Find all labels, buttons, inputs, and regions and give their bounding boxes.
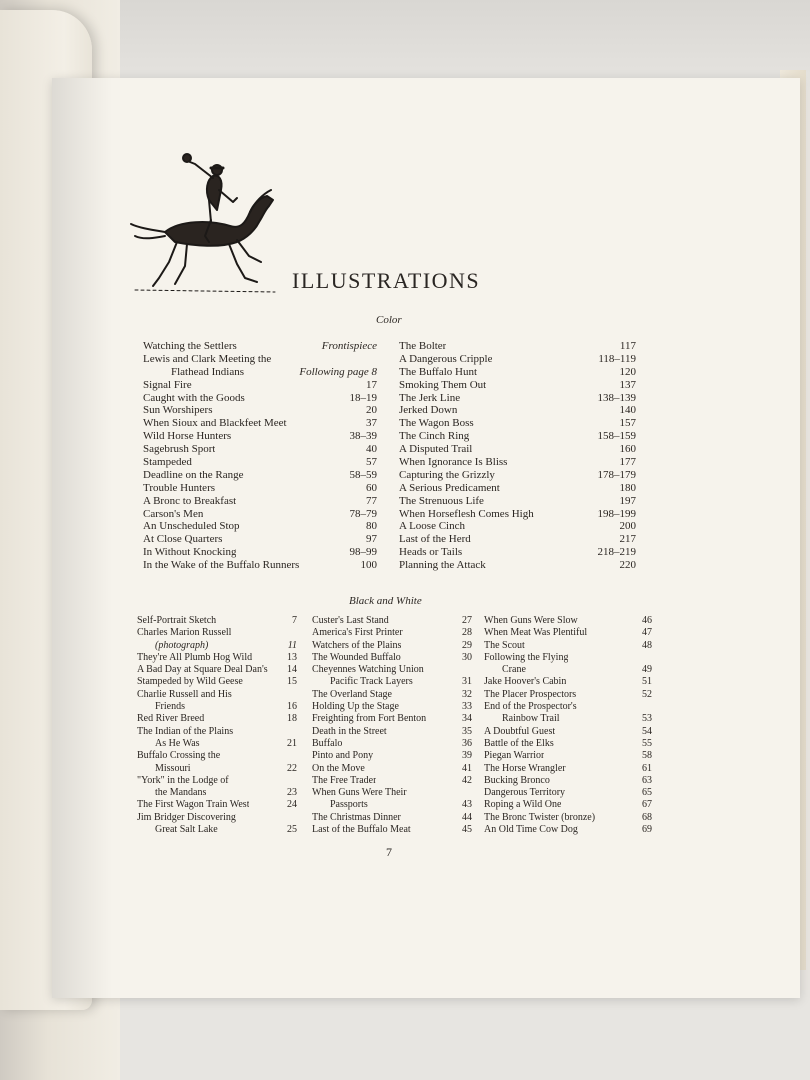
toc-entry <box>143 417 377 430</box>
toc-entry <box>484 775 652 787</box>
toc-entry <box>143 366 377 379</box>
toc-entry-title: They're All Plumb Hog Wild <box>137 651 253 663</box>
backdrop-top <box>0 0 810 90</box>
section-heading-color: Color <box>376 314 402 326</box>
toc-entry <box>312 627 472 639</box>
toc-entry-title: Holding Up the Stage <box>312 701 399 713</box>
toc-entry <box>484 676 652 688</box>
toc-entry <box>312 824 472 836</box>
toc-entry <box>137 799 297 811</box>
toc-entry <box>399 546 636 559</box>
toc-entry-title: The Wagon Boss <box>399 417 474 430</box>
toc-entry-page: 217 <box>619 533 636 546</box>
toc-entry-page: 41 <box>462 762 472 774</box>
toc-entry-page: 46 <box>642 615 652 626</box>
toc-entry-page: 200 <box>619 520 636 533</box>
toc-entry-page: 17 <box>366 378 377 391</box>
toc-entry-page: 80 <box>366 520 377 533</box>
toc-entry <box>484 787 652 799</box>
toc-entry <box>312 689 472 701</box>
toc-entry-page: 35 <box>462 725 472 737</box>
toc-entry <box>143 443 377 456</box>
page-number: 7 <box>386 845 392 859</box>
toc-entry-title: Deadline on the Range <box>143 468 244 481</box>
toc-entry-title: Caught with the Goods <box>143 391 245 404</box>
toc-entry <box>312 750 472 762</box>
toc-entry-page: 24 <box>287 799 297 811</box>
toc-entry <box>137 763 297 775</box>
toc-entry <box>137 775 297 787</box>
page-title: ILLUSTRATIONS <box>292 268 481 293</box>
toc-entry-page: 52 <box>642 688 652 700</box>
toc-entry <box>484 652 652 664</box>
toc-entry-page: 51 <box>642 676 652 688</box>
toc-entry <box>399 533 636 546</box>
toc-entry-page: 138–139 <box>597 391 636 404</box>
toc-entry-title: Sun Worshipers <box>143 404 213 417</box>
toc-entry <box>312 664 472 676</box>
toc-entry <box>143 559 377 572</box>
toc-entry <box>399 392 636 405</box>
toc-entry-title: As He Was <box>155 737 200 749</box>
toc-entry-page: 29 <box>462 639 472 651</box>
toc-entry-page: 18 <box>287 713 297 725</box>
toc-entry <box>137 812 297 824</box>
toc-entry <box>143 456 377 469</box>
toc-entry <box>137 664 297 676</box>
toc-entry <box>137 726 297 738</box>
toc-entry-title: Self-Portrait Sketch <box>137 615 217 626</box>
toc-entry-page: 137 <box>619 378 636 391</box>
cowboy-on-horse-illustration <box>125 150 285 300</box>
toc-entry-title: A Loose Cinch <box>399 520 465 533</box>
toc-entry-page: 58–59 <box>349 468 377 481</box>
toc-entry-title: The Bronc Twister (bronze) <box>484 811 596 823</box>
toc-entry-title: The Jerk Line <box>399 391 461 404</box>
toc-entry-page: 97 <box>366 533 377 546</box>
toc-entry-title: In Without Knocking <box>143 546 237 559</box>
toc-entry-title: The Cinch Ring <box>399 430 470 443</box>
toc-entry-page: 68 <box>642 811 652 823</box>
toc-entry-page: 14 <box>287 664 297 676</box>
toc-entry-title: Charles Marion Russell <box>137 627 232 639</box>
toc-entry-title: Buffalo Crossing the <box>137 750 221 762</box>
toc-entry <box>143 533 377 546</box>
toc-entry <box>312 726 472 738</box>
toc-entry-page: 38–39 <box>349 430 377 443</box>
toc-entry-title: The Scout <box>484 639 525 651</box>
toc-entry <box>484 824 652 836</box>
toc-entry-title: A Bad Day at Square Deal Dan's <box>137 664 268 676</box>
toc-entry <box>312 787 472 799</box>
bw-list-col3 <box>484 615 652 836</box>
toc-entry-title: The Indian of the Plains <box>137 725 234 737</box>
toc-entry-page: 61 <box>642 762 652 774</box>
toc-entry <box>484 812 652 824</box>
toc-entry-page: 32 <box>462 688 472 700</box>
toc-entry-title: End of the Prospector's <box>484 701 577 713</box>
toc-entry <box>484 738 652 750</box>
toc-entry-page: 18–19 <box>349 391 377 404</box>
toc-entry-page: 58 <box>642 750 652 762</box>
toc-entry <box>137 627 297 639</box>
toc-entry-title: On the Move <box>312 762 365 774</box>
toc-entry-page: 77 <box>366 494 377 507</box>
toc-entry-title: Pinto and Pony <box>312 750 374 762</box>
toc-entry <box>312 640 472 652</box>
toc-entry-page: 42 <box>462 774 472 786</box>
toc-entry-title: Bucking Bronco <box>484 774 550 786</box>
toc-entry-page: 117 <box>619 340 636 352</box>
toc-entry-page: 15 <box>287 676 297 688</box>
toc-entry-title: Watchers of the Plains <box>312 639 402 651</box>
toc-entry <box>143 353 377 366</box>
toc-entry-page: 60 <box>366 481 377 494</box>
toc-entry-title: Capturing the Grizzly <box>399 468 495 481</box>
toc-entry-page: 7 <box>292 615 297 626</box>
toc-entry-title: Jerked Down <box>399 404 458 417</box>
toc-entry-page: 40 <box>366 443 377 456</box>
toc-entry <box>484 750 652 762</box>
toc-entry <box>312 652 472 664</box>
toc-entry-page: 118–119 <box>598 352 636 365</box>
toc-entry-title: A Serious Predicament <box>399 481 500 494</box>
toc-entry <box>484 664 652 676</box>
toc-entry-title: Freighting from Fort Benton <box>312 713 427 725</box>
toc-entry-title: Jim Bridger Discovering <box>137 811 236 823</box>
toc-entry-page: 22 <box>287 762 297 774</box>
toc-entry <box>399 495 636 508</box>
toc-entry <box>312 799 472 811</box>
toc-entry-title: The Wounded Buffalo <box>312 651 401 663</box>
toc-entry-title: Passports <box>330 799 368 811</box>
toc-entry <box>143 546 377 559</box>
bw-list-col1 <box>137 615 297 836</box>
toc-entry <box>399 482 636 495</box>
toc-entry <box>399 520 636 533</box>
toc-entry-page: 31 <box>462 676 472 688</box>
toc-entry-page: 36 <box>462 737 472 749</box>
toc-entry-title: Red River Breed <box>137 713 205 725</box>
toc-entry <box>143 379 377 392</box>
toc-entry-title: Piegan Warrior <box>484 750 545 762</box>
toc-entry-page: 13 <box>287 651 297 663</box>
toc-entry-page: 45 <box>462 824 472 836</box>
toc-entry-title: Crane <box>502 664 526 676</box>
toc-entry-title: Carson's Men <box>143 507 204 520</box>
toc-entry <box>143 340 377 353</box>
toc-entry-title: Roping a Wild One <box>484 799 562 811</box>
toc-entry <box>137 713 297 725</box>
toc-entry <box>312 676 472 688</box>
toc-entry <box>484 799 652 811</box>
toc-entry <box>312 615 472 627</box>
toc-entry-title: Jake Hoover's Cabin <box>484 676 567 688</box>
toc-entry-title: Last of the Herd <box>399 533 471 546</box>
toc-entry <box>399 417 636 430</box>
toc-entry <box>137 689 297 701</box>
toc-entry-title: When Meat Was Plentiful <box>484 627 588 639</box>
toc-entry-title: the Mandans <box>155 787 207 799</box>
toc-entry <box>143 430 377 443</box>
toc-entry <box>137 676 297 688</box>
toc-entry <box>399 469 636 482</box>
toc-entry-title: Wild Horse Hunters <box>143 430 232 443</box>
toc-entry-title: Lewis and Clark Meeting the <box>143 352 272 365</box>
toc-entry <box>399 430 636 443</box>
toc-entry-page: 55 <box>642 737 652 749</box>
toc-entry-title: Following the Flying <box>484 651 569 663</box>
toc-entry <box>137 640 297 652</box>
toc-entry <box>143 392 377 405</box>
toc-entry-page: 177 <box>619 456 636 469</box>
toc-entry-page: 37 <box>366 417 377 430</box>
toc-entry <box>399 508 636 521</box>
toc-entry-title: Trouble Hunters <box>143 481 216 494</box>
toc-entry-title: The First Wagon Train West <box>137 799 250 811</box>
toc-entry <box>399 379 636 392</box>
toc-entry-page: 25 <box>287 824 297 836</box>
toc-entry <box>312 701 472 713</box>
toc-entry-title: A Disputed Trail <box>399 443 473 456</box>
toc-entry-page: Following page 8 <box>299 365 377 378</box>
toc-entry <box>137 652 297 664</box>
color-list-right <box>399 340 636 572</box>
toc-entry-page: 120 <box>619 365 636 378</box>
toc-entry-page: 218–219 <box>597 546 636 559</box>
toc-entry-page: 21 <box>287 737 297 749</box>
bw-list-col2 <box>312 615 472 836</box>
toc-entry-page: 160 <box>619 443 636 456</box>
toc-entry-page: 69 <box>642 824 652 836</box>
toc-entry-page: 34 <box>462 713 472 725</box>
toc-entry <box>137 750 297 762</box>
toc-entry-title: Missouri <box>155 762 191 774</box>
toc-entry-page: 23 <box>287 787 297 799</box>
toc-entry <box>484 627 652 639</box>
toc-entry-page: 140 <box>619 404 636 417</box>
toc-entry <box>143 520 377 533</box>
toc-entry-page: 100 <box>360 559 377 572</box>
toc-entry-title: The Free Trader <box>312 774 377 786</box>
toc-entry-title: Flathead Indians <box>171 365 245 378</box>
toc-entry <box>399 353 636 366</box>
toc-entry-title: The Buffalo Hunt <box>399 365 478 378</box>
toc-entry-page: 98–99 <box>349 546 377 559</box>
toc-entry-title: Custer's Last Stand <box>312 615 389 626</box>
color-list-left <box>143 340 377 572</box>
toc-entry-title: An Unscheduled Stop <box>143 520 240 533</box>
toc-entry <box>399 456 636 469</box>
toc-entry <box>143 495 377 508</box>
toc-entry-page: 30 <box>462 651 472 663</box>
toc-entry-page: 11 <box>287 639 297 651</box>
toc-entry-title: Great Salt Lake <box>155 824 218 836</box>
toc-entry <box>399 443 636 456</box>
toc-entry-page: 180 <box>619 481 636 494</box>
toc-entry-title: "York" in the Lodge of <box>137 774 229 786</box>
toc-entry <box>137 701 297 713</box>
toc-entry <box>484 763 652 775</box>
toc-entry-page: Frontispiece <box>321 340 377 352</box>
toc-entry-title: Signal Fire <box>143 378 192 391</box>
toc-entry-page: 157 <box>619 417 636 430</box>
toc-entry-page: 78–79 <box>349 507 377 520</box>
toc-entry-title: When Sioux and Blackfeet Meet <box>143 417 287 430</box>
toc-entry <box>137 824 297 836</box>
toc-entry-title: The Bolter <box>399 340 447 352</box>
toc-entry-page: 27 <box>462 615 472 626</box>
toc-entry-title: The Horse Wrangler <box>484 762 566 774</box>
toc-entry-title: Planning the Attack <box>399 559 486 572</box>
toc-entry-page: 198–199 <box>597 507 636 520</box>
toc-entry-page: 54 <box>642 725 652 737</box>
toc-entry <box>484 713 652 725</box>
toc-entry-title: Rainbow Trail <box>502 713 560 725</box>
toc-entry-title: Cheyennes Watching Union <box>312 664 424 676</box>
toc-entry <box>484 615 652 627</box>
gutter-shade <box>52 78 112 998</box>
toc-entry-title: A Doubtful Guest <box>484 725 556 737</box>
toc-entry-title: A Bronc to Breakfast <box>143 494 237 507</box>
toc-entry <box>399 340 636 353</box>
toc-entry-title: Pacific Track Layers <box>330 676 413 688</box>
toc-entry <box>137 787 297 799</box>
toc-entry-title: When Horseflesh Comes High <box>399 507 534 520</box>
toc-entry <box>399 559 636 572</box>
toc-entry-page: 57 <box>366 456 377 469</box>
toc-entry-page: 178–179 <box>597 468 636 481</box>
section-heading-black-and-white: Black and White <box>349 595 422 607</box>
toc-entry <box>137 615 297 627</box>
toc-entry <box>137 738 297 750</box>
toc-entry-page: 39 <box>462 750 472 762</box>
toc-entry <box>143 482 377 495</box>
toc-entry-title: Stampeded by Wild Geese <box>137 676 243 688</box>
toc-entry-title: Last of the Buffalo Meat <box>312 824 411 836</box>
toc-entry-title: The Christmas Dinner <box>312 811 401 823</box>
toc-entry <box>143 508 377 521</box>
toc-entry <box>484 640 652 652</box>
toc-entry-title: Friends <box>155 701 185 713</box>
toc-entry <box>484 726 652 738</box>
toc-entry <box>143 469 377 482</box>
toc-entry-title: Buffalo <box>312 737 343 749</box>
toc-entry-page: 20 <box>366 404 377 417</box>
toc-entry-page: 44 <box>462 811 472 823</box>
toc-entry-page: 158–159 <box>597 430 636 443</box>
toc-entry-page: 33 <box>462 701 472 713</box>
toc-entry-title: When Guns Were Slow <box>484 615 578 626</box>
toc-entry-title: Stampeded <box>143 456 192 469</box>
toc-entry-page: 67 <box>642 799 652 811</box>
toc-entry-title: The Overland Stage <box>312 688 392 700</box>
toc-entry <box>312 775 472 787</box>
toc-entry-title: Charlie Russell and His <box>137 688 232 700</box>
toc-entry-page: 16 <box>287 701 297 713</box>
toc-entry <box>312 763 472 775</box>
toc-entry-page: 43 <box>462 799 472 811</box>
toc-entry-title: The Strenuous Life <box>399 494 484 507</box>
toc-entry-title: When Guns Were Their <box>312 787 407 799</box>
toc-entry-page: 47 <box>642 627 652 639</box>
toc-entry-title: In the Wake of the Buffalo Runners <box>143 559 300 572</box>
toc-entry <box>484 689 652 701</box>
toc-entry <box>143 404 377 417</box>
toc-entry-page: 197 <box>619 494 636 507</box>
toc-entry-title: At Close Quarters <box>143 533 223 546</box>
toc-entry-title: (photograph) <box>155 639 209 651</box>
toc-entry <box>312 812 472 824</box>
toc-entry-title: Dangerous Territory <box>484 787 566 799</box>
backdrop-bottom <box>0 990 810 1080</box>
toc-entry-title: The Placer Prospectors <box>484 688 577 700</box>
toc-entry-title: America's First Printer <box>312 627 403 639</box>
toc-entry <box>312 738 472 750</box>
toc-entry-title: Battle of the Elks <box>484 737 554 749</box>
toc-entry-page: 28 <box>462 627 472 639</box>
toc-entry-page: 65 <box>642 787 652 799</box>
toc-entry-title: When Ignorance Is Bliss <box>399 456 508 469</box>
toc-entry <box>399 404 636 417</box>
toc-entry-title: Death in the Street <box>312 725 387 737</box>
toc-entry-page: 48 <box>642 639 652 651</box>
toc-entry-title: An Old Time Cow Dog <box>484 824 578 836</box>
toc-entry-title: Heads or Tails <box>399 546 463 559</box>
toc-entry-title: Smoking Them Out <box>399 378 487 391</box>
toc-entry <box>399 366 636 379</box>
toc-entry-page: 220 <box>619 559 636 572</box>
toc-entry <box>312 713 472 725</box>
toc-entry-page: 63 <box>642 774 652 786</box>
toc-entry <box>484 701 652 713</box>
toc-entry-page: 49 <box>642 664 652 676</box>
toc-entry-page: 53 <box>642 713 652 725</box>
toc-entry-title: A Dangerous Cripple <box>399 352 493 365</box>
toc-entry-title: Sagebrush Sport <box>143 443 216 456</box>
toc-entry-title: Watching the Settlers <box>143 340 237 352</box>
